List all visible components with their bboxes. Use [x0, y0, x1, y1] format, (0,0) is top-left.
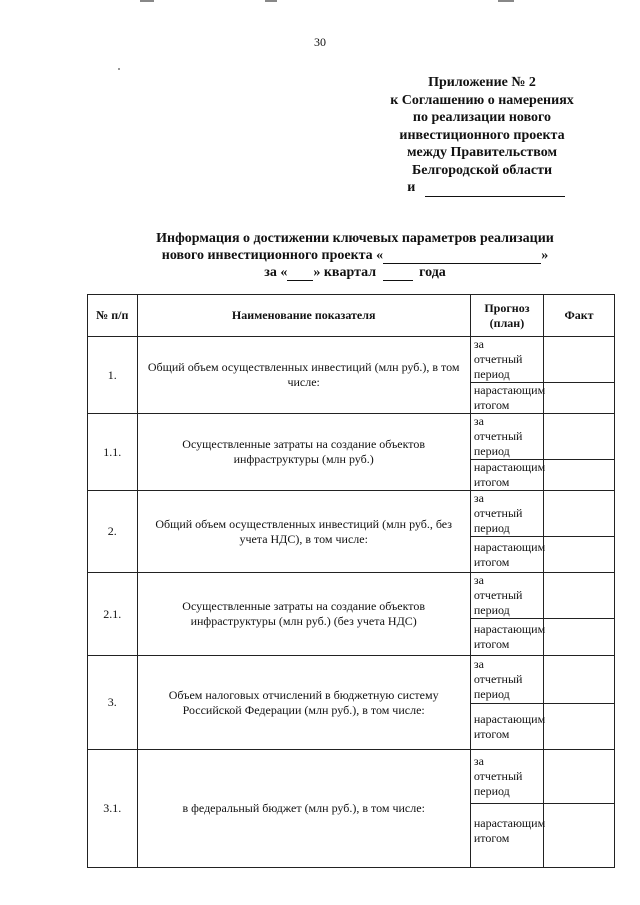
fact-cell — [544, 460, 615, 491]
appendix-line: Белгородской области — [411, 162, 553, 178]
fact-cell — [544, 750, 615, 804]
fact-cell — [544, 656, 615, 704]
table-row — [88, 414, 615, 460]
row-num: 3. — [88, 656, 138, 750]
fact-cell — [544, 619, 615, 656]
scan-artifact — [498, 0, 514, 2]
table-row — [88, 337, 615, 383]
appendix-line: Приложение № 2 — [428, 75, 536, 90]
header-name: Наименование показателя — [137, 295, 470, 337]
info-title — [0, 230, 640, 281]
info-title-line2-prefix: нового инвестиционного проекта « — [161, 248, 384, 263]
row-name: Общий объем осуществленных инвестиций (млн руб.), в том числе: — [137, 337, 470, 414]
info-title-line3-suffix: года — [419, 265, 446, 280]
fact-cell — [544, 704, 615, 750]
info-title-line3-prefix: за « — [264, 265, 288, 280]
fact-cell — [544, 383, 615, 414]
appendix-line: к Соглашению о намерениях — [390, 92, 574, 108]
fact-cell — [544, 573, 615, 619]
blank-line — [383, 280, 413, 281]
fact-cell — [544, 804, 615, 868]
info-title-line2-suffix: » — [541, 248, 549, 263]
scan-artifact — [140, 0, 154, 2]
blank-line — [425, 196, 565, 197]
info-title-line3-middle: » квартал — [313, 265, 377, 280]
row-name: Объем налоговых отчислений в бюджетную систему Российской Федерации (млн руб.), в том числе: — [137, 656, 470, 750]
scan-artifact — [265, 0, 277, 2]
row-name: Осуществленные затраты на создание объектов инфраструктуры (млн руб.) (без учета НДС) — [137, 573, 470, 656]
table-row — [88, 656, 615, 704]
fact-cell — [544, 337, 615, 383]
row-num: 3.1. — [88, 750, 138, 868]
table-row — [88, 491, 615, 537]
header-num: № п/п — [88, 295, 138, 337]
header-fact: Факт — [544, 295, 615, 337]
row-num: 1.1. — [88, 414, 138, 491]
row-name: в федеральный бюджет (млн руб.), в том числе: — [137, 750, 470, 868]
appendix-last-line — [352, 179, 612, 197]
row-name: Осуществленные затраты на создание объектов инфраструктуры (млн руб.) — [137, 414, 470, 491]
fact-cell — [544, 537, 615, 573]
appendix-line: инвестиционного проекта — [399, 127, 565, 143]
parameters-table — [87, 294, 615, 868]
table-row — [88, 750, 615, 804]
table-row — [88, 573, 615, 619]
appendix-header — [352, 74, 612, 197]
row-num: 2. — [88, 491, 138, 573]
scan-speck — [118, 68, 120, 70]
info-title-line2 — [0, 247, 640, 264]
info-title-line3 — [0, 264, 640, 281]
row-num: 2.1. — [88, 573, 138, 656]
row-num: 1. — [88, 337, 138, 414]
info-title-line1: Информация о достижении ключевых параметров реализации — [156, 231, 554, 246]
appendix-line: между Правительством — [407, 145, 557, 160]
appendix-line: по реализации нового — [412, 110, 552, 125]
header-plan: Прогноз (план) — [470, 295, 543, 337]
blank-line — [287, 280, 313, 281]
table-header-row — [88, 295, 615, 337]
appendix-last-prefix: и — [407, 180, 416, 195]
fact-cell — [544, 491, 615, 537]
page-number: 30 — [314, 35, 326, 49]
row-name: Общий объем осуществленных инвестиций (млн руб., без учета НДС), в том числе: — [137, 491, 470, 573]
fact-cell — [544, 414, 615, 460]
